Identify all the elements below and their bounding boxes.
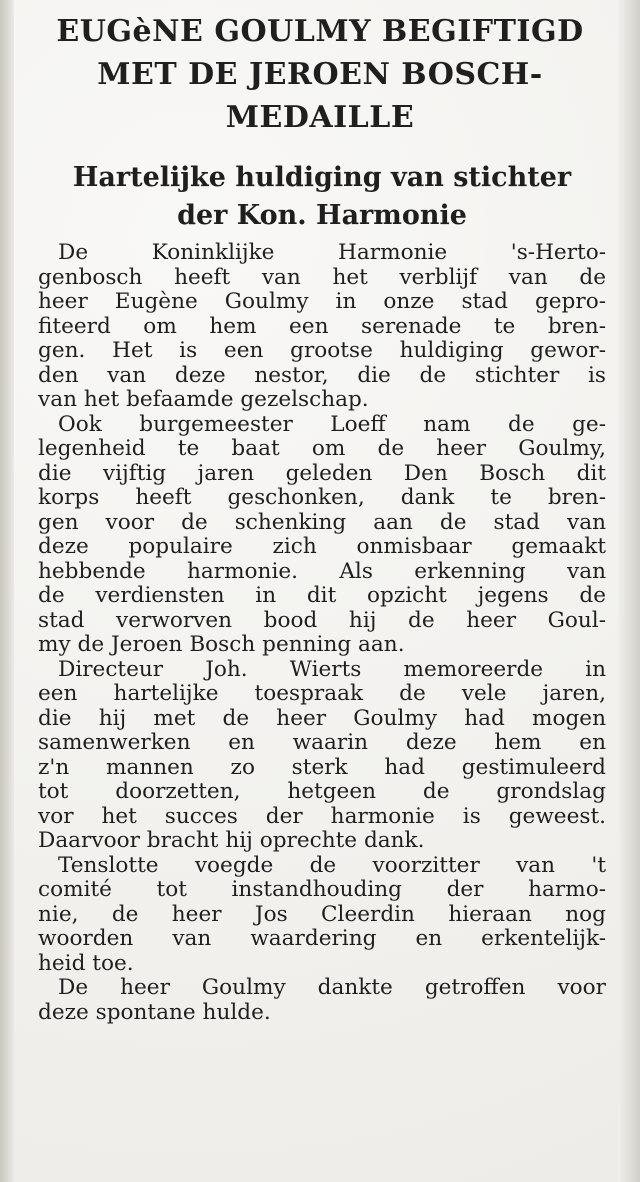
paragraph xyxy=(38,658,606,854)
text-line: den van deze nestor, die de stichter is xyxy=(38,362,606,388)
text-line: tot doorzetten, hetgeen de grondslag xyxy=(38,779,606,804)
text-line: die hij met de heer Goulmy had mogen xyxy=(38,705,606,731)
paragraph xyxy=(38,413,606,658)
text-line: comité tot instandhouding der harmo- xyxy=(38,877,606,902)
text-line: deze populaire zich onmisbaar gemaakt xyxy=(38,534,606,559)
text-line: die vijftig jaren geleden Den Bosch dit xyxy=(38,460,606,486)
text-line: korps heeft geschonken, dank te bren- xyxy=(38,485,606,510)
text-line: vor het succes der harmonie is geweest. xyxy=(38,803,606,829)
text-line: heer Eugène Goulmy in onze stad gepro- xyxy=(38,289,606,314)
text-line: z'n mannen zo sterk had gestimuleerd xyxy=(38,754,606,780)
subheadline-line: Hartelijke huldiging van stichter xyxy=(72,162,572,193)
text-line: gen voor de schenking aan de stad van xyxy=(38,509,606,535)
text-line: stad verworven bood hij de heer Goul- xyxy=(38,607,606,633)
text-line: van het befaamde gezelschap. xyxy=(38,387,369,412)
text-line: fiteerd om hem een serenade te bren- xyxy=(38,313,606,339)
text-line: legenheid te baat om de heer Goulmy, xyxy=(38,436,606,461)
subheadline xyxy=(38,159,606,235)
paragraph xyxy=(38,854,606,977)
text-line: woorden van waardering en erkentelijk- xyxy=(38,926,606,951)
headline-line: EUGèNE GOULMY BEGIFTIGD xyxy=(56,14,584,49)
headline xyxy=(24,10,616,139)
text-line: deze spontane hulde. xyxy=(38,999,271,1025)
text-line: de verdiensten in dit opzicht jegens de xyxy=(38,583,606,608)
article-body xyxy=(38,241,606,1025)
text-line: Ook burgemeester Loeff nam de ge- xyxy=(58,411,606,437)
headline-line: MET DE JEROEN BOSCH- xyxy=(97,57,543,92)
text-line: hebbende harmonie. Als erkenning van xyxy=(38,558,606,584)
paragraph xyxy=(38,241,606,413)
text-line: Tenslotte voegde de voorzitter van 't xyxy=(58,852,606,878)
text-line: genbosch heeft van het verblijf van de xyxy=(38,264,606,290)
paper-edge-left xyxy=(0,0,14,1182)
subheadline-line: der Kon. Harmonie xyxy=(177,200,467,231)
text-line: De Koninklijke Harmonie 's-Herto- xyxy=(58,240,606,265)
text-line: samenwerken en waarin deze hem en xyxy=(38,730,606,755)
text-line: my de Jeroen Bosch penning aan. xyxy=(38,632,405,657)
article-column xyxy=(38,10,606,1025)
text-line: nie, de heer Jos Cleerdin hieraan nog xyxy=(38,901,606,927)
text-line: Daarvoor bracht hij oprechte dank. xyxy=(38,828,425,853)
paragraph xyxy=(38,976,606,1025)
text-line: gen. Het is een grootse huldiging gewor- xyxy=(38,338,606,363)
text-line: een hartelijke toespraak de vele jaren, xyxy=(38,681,606,706)
text-line: De heer Goulmy dankte getroffen voor xyxy=(58,975,606,1000)
paper-edge-right xyxy=(618,0,640,1182)
headline-line: MEDAILLE xyxy=(225,100,415,135)
text-line: Directeur Joh. Wierts memoreerde in xyxy=(58,656,606,682)
text-line: heid toe. xyxy=(38,950,134,976)
